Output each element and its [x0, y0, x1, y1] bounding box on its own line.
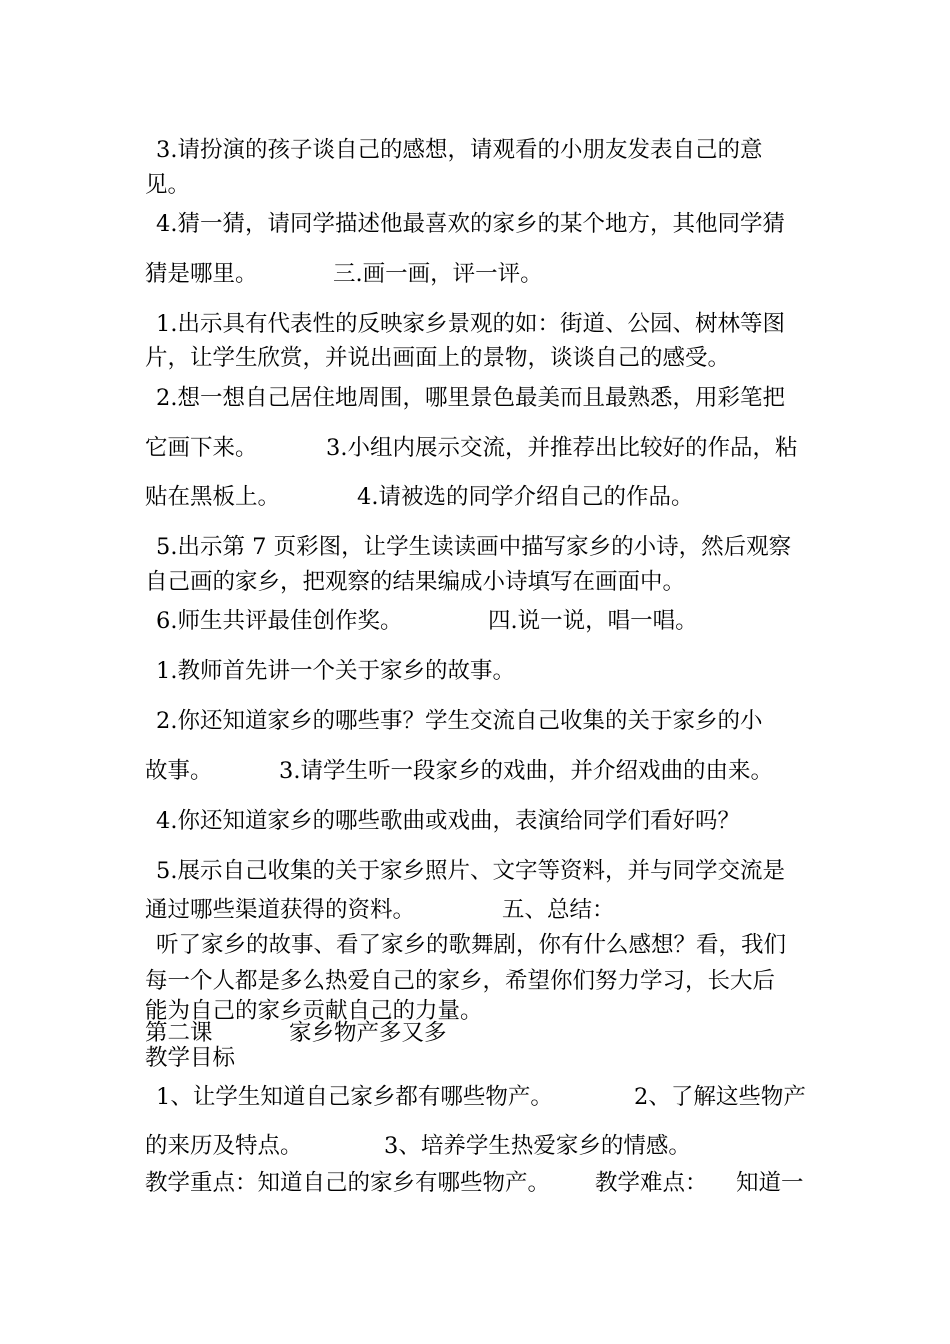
text-segment: 故事。	[145, 758, 213, 784]
text-segment: 3.请学生听一段家乡的戏曲，并介绍戏曲的由来。	[279, 758, 773, 784]
text-segment: 2.想一想自己居住地周围，哪里景色最美而且最熟悉，用彩笔把	[156, 385, 785, 411]
section-heading: 五、总结：	[502, 897, 615, 923]
text-segment: 1.出示具有代表性的反映家乡景观的如：街道、公园、树林等图	[156, 311, 785, 337]
text-segment: 通过哪些渠道获得的资料。	[145, 897, 416, 923]
text-segment: 3.小组内展示交流，并推荐出比较好的作品，粘	[326, 435, 798, 461]
text-segment: 猜是哪里。	[145, 261, 258, 287]
lesson-title: 家乡物产多又多	[289, 1020, 447, 1046]
text-segment: 1、让学生知道自己家乡都有哪些物产。	[156, 1084, 553, 1110]
text-segment: 5.出示第 7 页彩图，让学生读读画中描写家乡的小诗，然后观察	[156, 534, 792, 560]
lesson-title: 第二课	[145, 1020, 213, 1046]
text-segment: 每一个人都是多么热爱自己的家乡，希望你们努力学习，长大后	[145, 968, 776, 994]
text-segment: 4.请被选的同学介绍自己的作品。	[357, 484, 694, 510]
text-segment: 它画下来。	[145, 435, 258, 461]
text-segment: 的来历及特点。	[145, 1133, 303, 1159]
text-line	[0, 1168, 950, 1318]
text-segment: 教学重点：知道自己的家乡有哪些物产。	[145, 1170, 551, 1196]
text-segment: 4.你还知道家乡的哪些歌曲或戏曲，表演给同学们看好吗？	[156, 808, 740, 834]
text-segment: 2、了解这些物产	[634, 1084, 806, 1110]
section-heading: 三.画一画，评一评。	[333, 261, 543, 287]
text-segment: 5.展示自己收集的关于家乡照片、文字等资料，并与同学交流是	[156, 858, 785, 884]
text-segment: 片，让学生欣赏，并说出画面上的景物，谈谈自己的感受。	[145, 345, 731, 371]
text-segment: 2.你还知道家乡的哪些事？学生交流自己收集的关于家乡的小	[156, 708, 763, 734]
text-segment: 3、培养学生热爱家乡的情感。	[384, 1133, 691, 1159]
text-segment: 自己画的家乡，把观察的结果编成小诗填写在画面中。	[145, 569, 686, 595]
text-segment: 知道一	[736, 1170, 804, 1196]
text-segment: 教学难点：	[595, 1170, 708, 1196]
text-segment: 听了家乡的故事、看了家乡的歌舞剧，你有什么感想？看，我们	[156, 932, 787, 958]
text-segment: 4.猜一猜，请同学描述他最喜欢的家乡的某个地方，其他同学猜	[156, 211, 785, 237]
text-segment: 1.教师首先讲一个关于家乡的故事。	[156, 658, 515, 684]
text-segment: 6.师生共评最佳创作奖。	[156, 608, 403, 634]
text-segment: 3.请扮演的孩子谈自己的感想，请观看的小朋友发表自己的意	[156, 137, 763, 163]
section-heading: 四.说一说，唱一唱。	[488, 608, 698, 634]
text-segment: 能为自己的家乡贡献自己的力量。	[145, 998, 483, 1024]
text-segment: 见。	[145, 172, 191, 198]
text-segment: 贴在黑板上。	[145, 484, 281, 510]
section-heading: 教学目标	[145, 1045, 236, 1071]
